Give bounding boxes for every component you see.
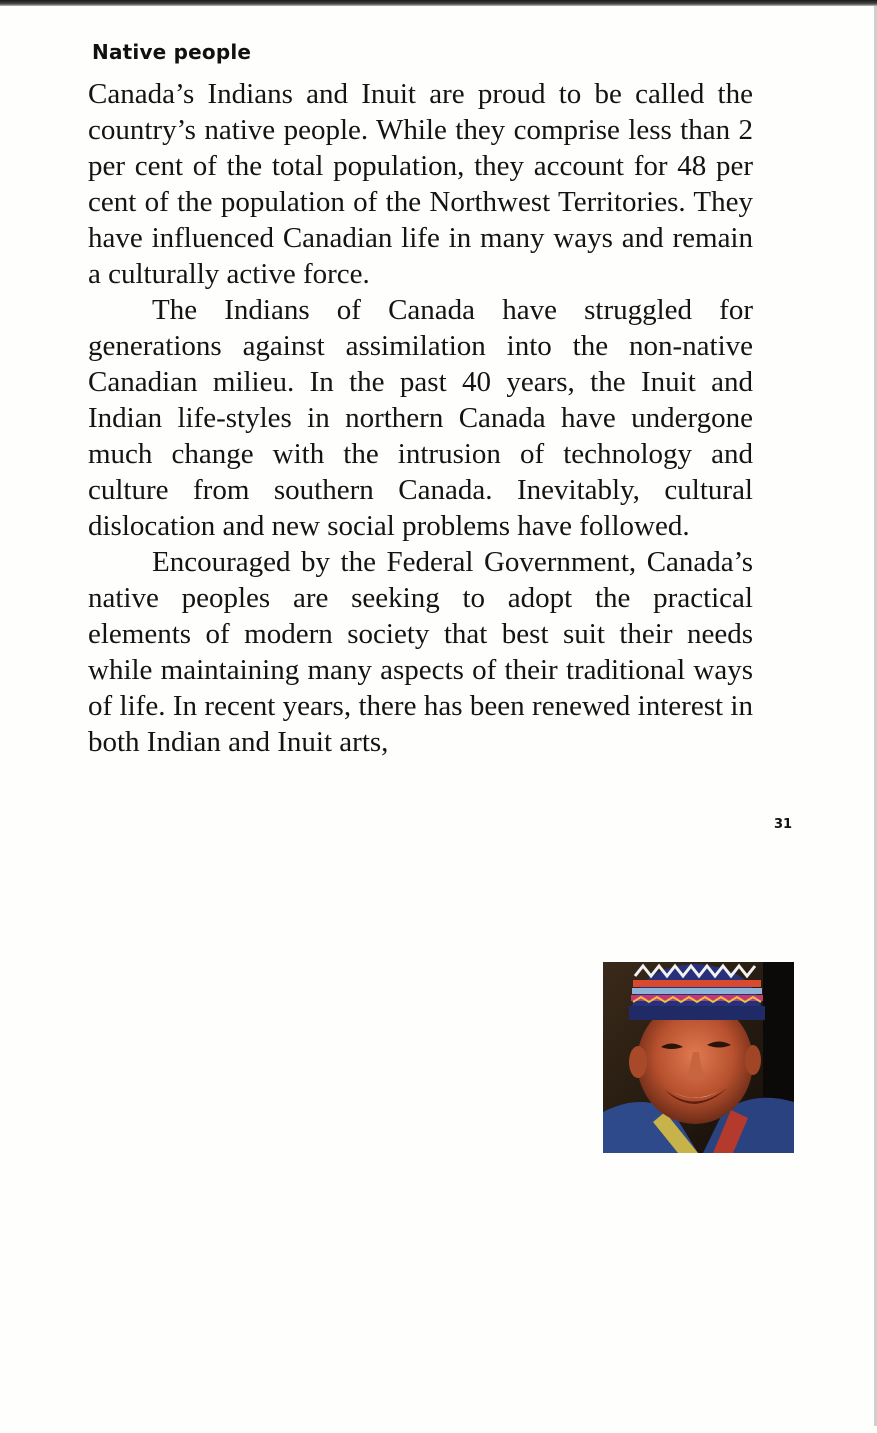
paragraph-2: The Indians of Canada have struggled for generations against assimilation into the non-native Canadian milieu. In the past 40 years, the Inuit and Indian life-styles in northern Canada have undergone much change with the intrusion of technology and culture from southern Canada. Inevitably, cultural dislocation and new social problems have followed. <box>88 294 753 542</box>
body-text <box>88 76 753 760</box>
paragraph-1: Canada’s Indians and Inuit are proud to be called the country’s native people. While they comprise less than 2 per cent of the total population, they account for 48 per cent of the population of the Northwest Territories. They have influenced Canadian life in many ways and remain a culturally active force. <box>88 78 753 290</box>
page-number: 31 <box>774 817 793 832</box>
paragraph-3: Encouraged by the Federal Government, Canada’s native peoples are seeking to adopt the practical elements of modern society that best suit their needs while maintaining many aspects of their traditional ways of life. In recent years, there has been renewed interest in both Indian and Inuit arts, <box>88 546 753 758</box>
section-heading: Native people <box>92 40 252 64</box>
page-top-edge <box>0 0 877 6</box>
portrait-photo <box>603 962 794 1153</box>
portrait-photo-icon <box>603 962 794 1153</box>
